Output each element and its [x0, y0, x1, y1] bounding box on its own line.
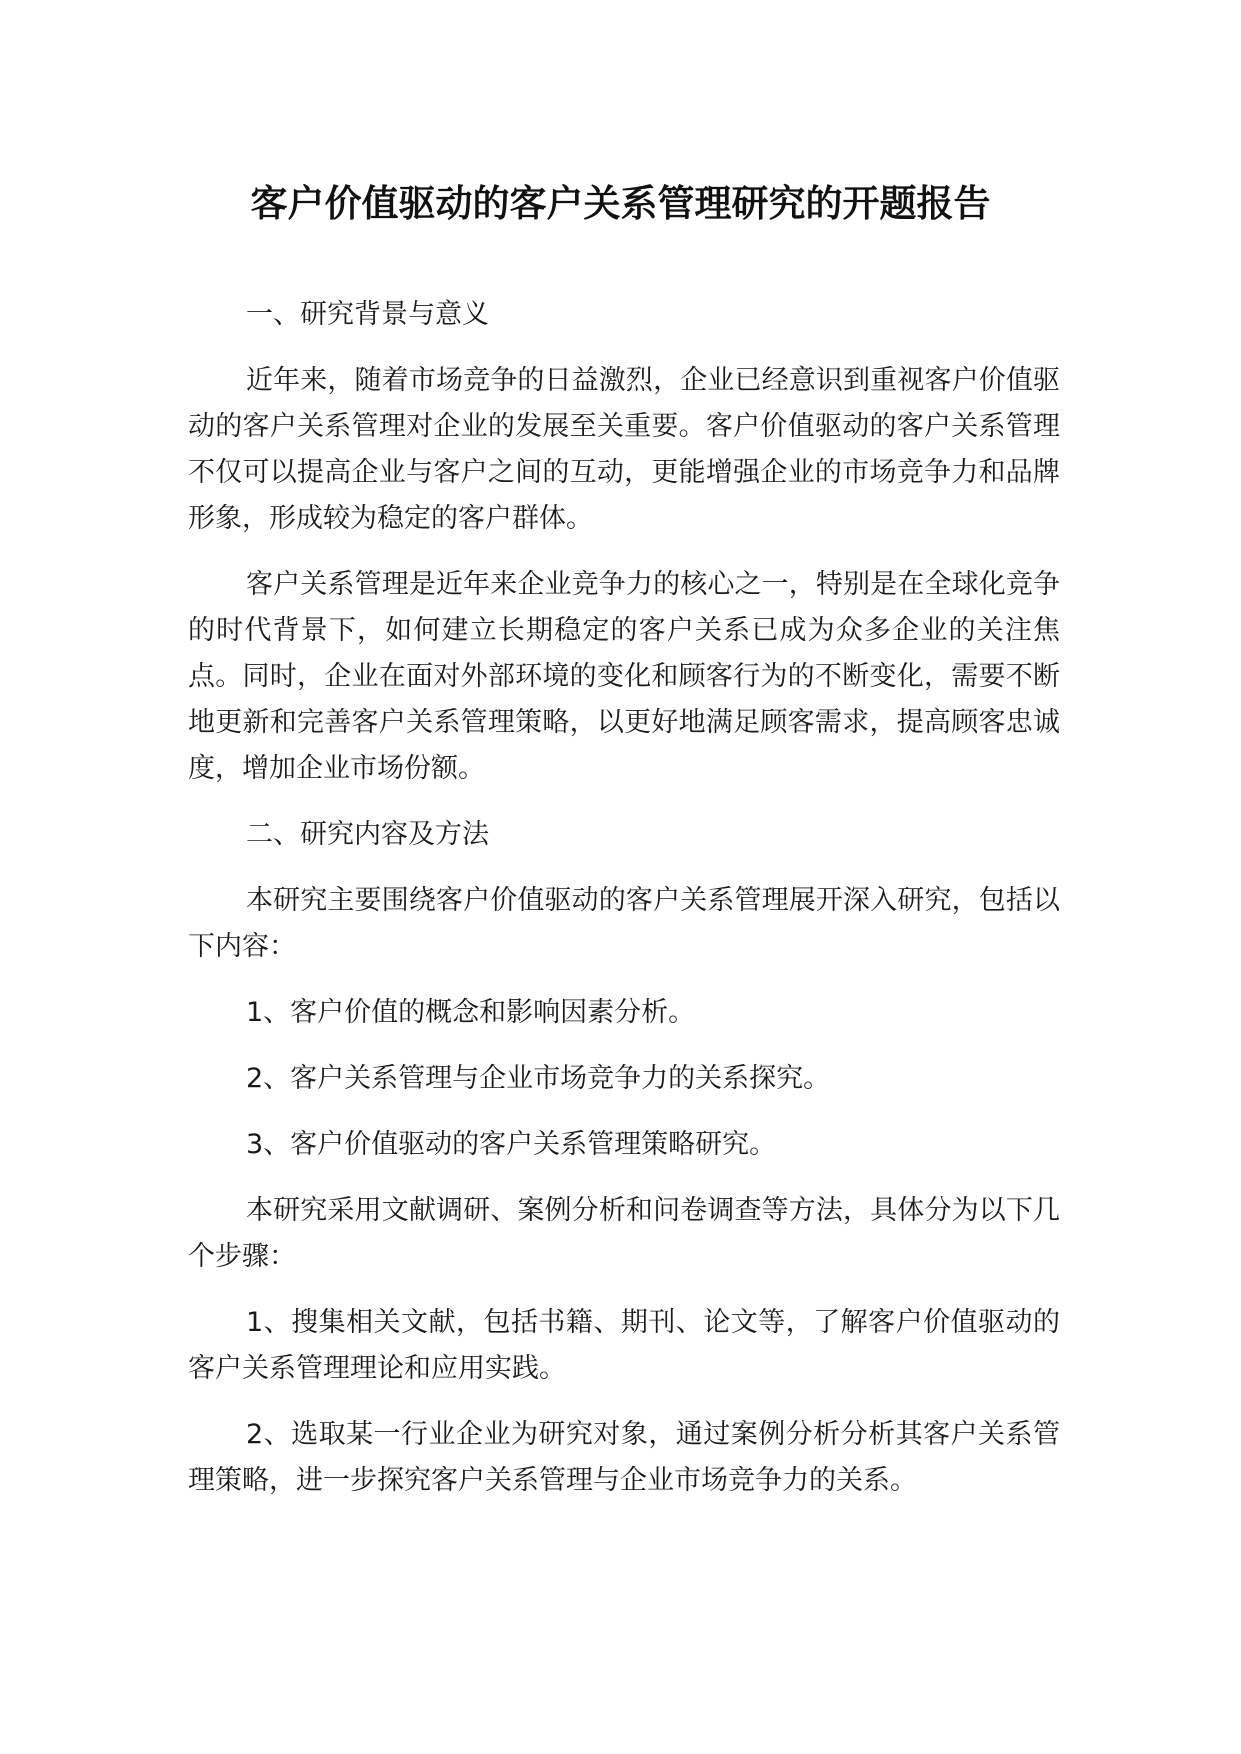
section-heading-content-methods: 二、研究内容及方法	[246, 819, 489, 850]
paragraph-content-intro: 本研究主要围绕客户价值驱动的客户关系管理展开深入研究，包括以下内容：	[188, 885, 1060, 962]
list-item-content-2: 2、客户关系管理与企业市场竞争力的关系探究。	[246, 1063, 831, 1094]
section-heading-background: 一、研究背景与意义	[246, 299, 489, 330]
paragraph-background-1: 近年来，随着市场竞争的日益激烈，企业已经意识到重视客户价值驱动的客户关系管理对企业的发展至关重要。客户价值驱动的客户关系管理不仅可以提高企业与客户之间的互动，更能增强企业的市场竞争力和品牌形象，形成较为稳定的客户群体。	[188, 365, 1060, 534]
list-item-step-1: 1、搜集相关文献，包括书籍、期刊、论文等，了解客户价值驱动的客户关系管理理论和应用实践。	[188, 1307, 1060, 1384]
paragraph-background-2: 客户关系管理是近年来企业竞争力的核心之一，特别是在全球化竞争的时代背景下，如何建立长期稳定的客户关系已成为众多企业的关注焦点。同时，企业在面对外部环境的变化和顾客行为的不断变化，需要不断地更新和完善客户关系管理策略，以更好地满足顾客需求，提高顾客忠诚度，增加企业市场份额。	[188, 569, 1060, 784]
list-item-step-2: 2、选取某一行业企业为研究对象，通过案例分析分析其客户关系管理策略，进一步探究客户关系管理与企业市场竞争力的关系。	[188, 1419, 1060, 1496]
document-body	[188, 292, 1060, 1524]
list-item-content-3: 3、客户价值驱动的客户关系管理策略研究。	[246, 1129, 777, 1160]
document-title: 客户价值驱动的客户关系管理研究的开题报告	[250, 182, 991, 225]
paragraph-methods-intro: 本研究采用文献调研、案例分析和问卷调查等方法，具体分为以下几个步骤：	[188, 1195, 1060, 1272]
list-item-content-1: 1、客户价值的概念和影响因素分析。	[246, 997, 696, 1028]
